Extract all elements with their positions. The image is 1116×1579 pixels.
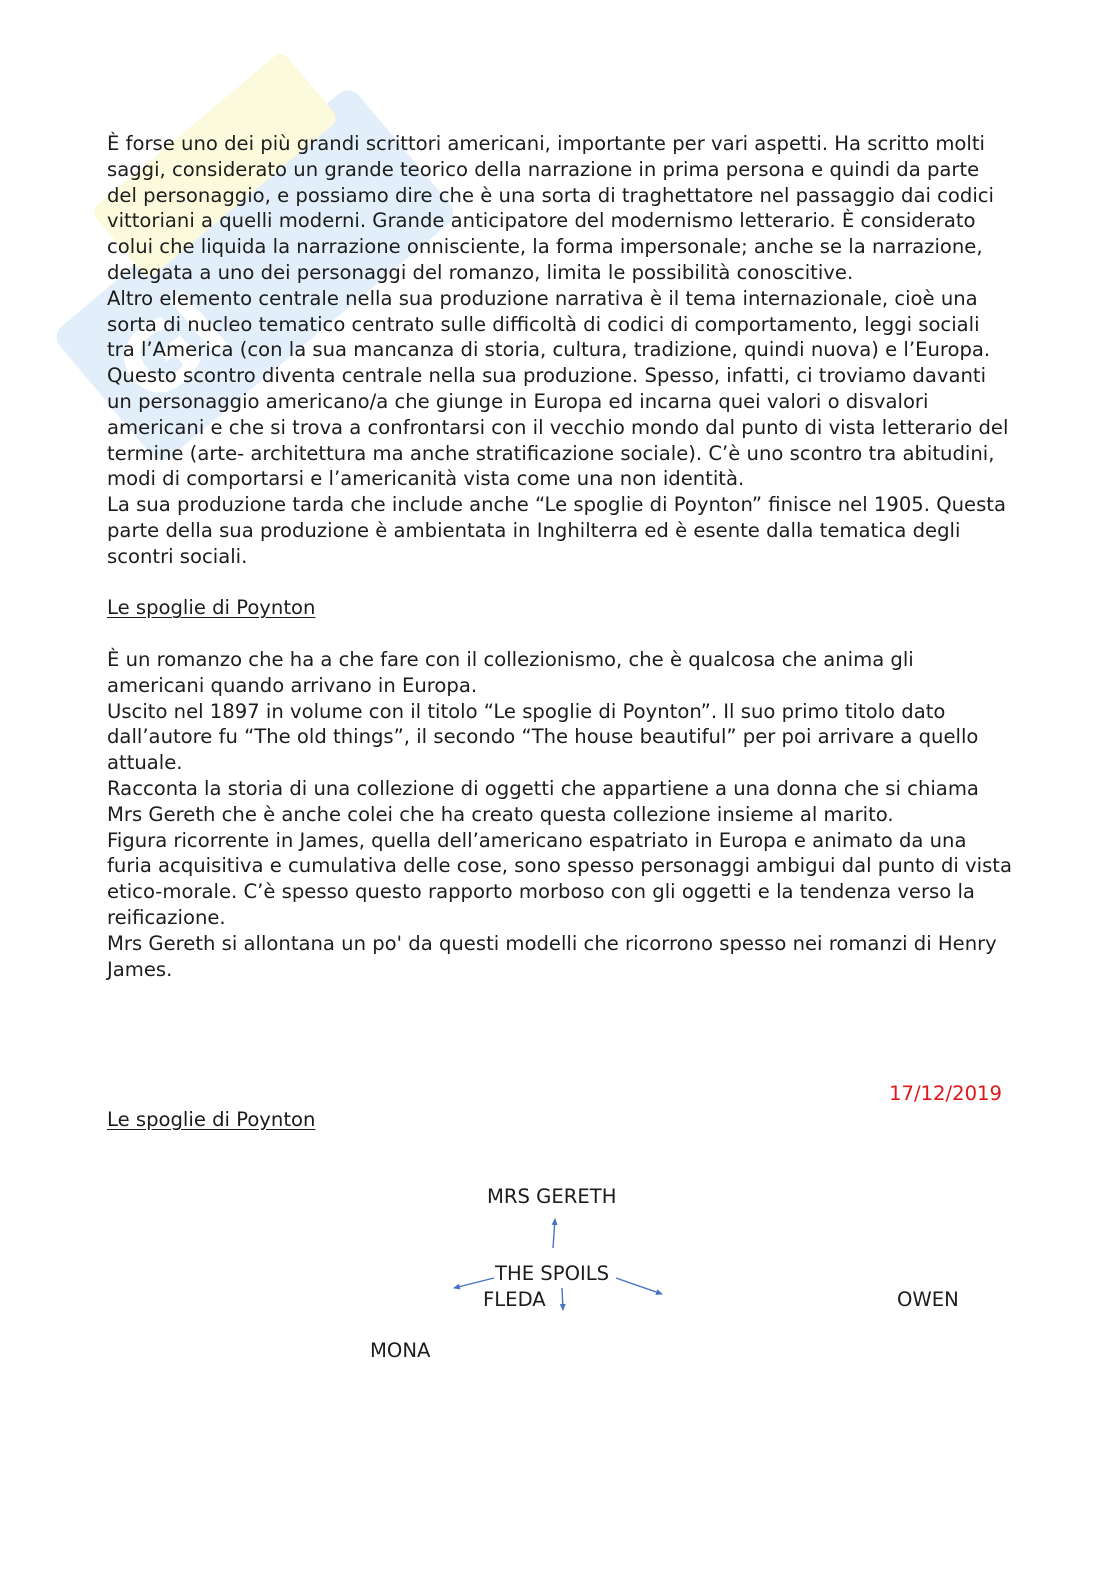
paragraph-2: Altro elemento centrale nella sua produzione narrativa è il tema internazionale, cioè una sorta di nucleo tematico centrato sulle difficoltà di codici di comportamento, leggi sociali tra l’America (con la sua mancanza di storia, cultura, tradizione, quindi nuova) e l’Europa. Questo scontro diventa centrale nella sua produzione. Spesso, infatti, ci troviamo davanti un personaggio americano/a che giunge in Europa ed incarna quei valori o disvalori americani e che si trova a confrontarsi con il vecchio mondo dal punto di vista letterario del termine (arte- architettura ma anche stratificazione sociale). C’è uno scontro tra abitudini, modi di comportarsi e l’americanità vista come una non identità.	[107, 286, 1009, 491]
arrow-to-mona	[454, 1278, 494, 1288]
diagram-label-owen: OWEN	[897, 1288, 959, 1311]
paragraph-4: È un romanzo che ha a che fare con il collezionismo, che è qualcosa che anima gli americani quando arrivano in Europa.	[107, 647, 914, 697]
document-body	[107, 131, 1012, 982]
diagram-label-mona: MONA	[370, 1339, 431, 1362]
diagram-label-the-spoils: THE SPOILS	[495, 1262, 610, 1285]
paragraph-3: La sua produzione tarda che include anche “Le spoglie di Poynton” finisce nel 1905. Questa parte della sua produzione è ambientata in Inghilterra ed è esente dalla tematica degli scontri sociali.	[107, 493, 1006, 568]
arrow-to-owen	[616, 1278, 662, 1294]
date-label: 17/12/2019	[889, 1082, 1002, 1105]
arrow-to-fleda	[562, 1288, 563, 1310]
diagram-label-fleda: FLEDA	[483, 1288, 546, 1311]
section-heading-2: Le spoglie di Poynton	[107, 1108, 316, 1131]
svg-text:Gl: Gl	[96, 273, 248, 425]
paragraph-1: È forse uno dei più grandi scrittori americani, importante per vari aspetti. Ha scritto molti saggi, considerato un grande teorico della narrazione in prima persona e quindi da parte del personaggio, e possiamo dire che è una sorta di traghettatore nel passaggio dai codici vittoriani a quelli moderni. Grande anticipatore del modernismo letterario. È considerato colui che liquida la narrazione onnisciente, la forma impersonale; anche se la narrazione, delegata a uno dei personaggi del romanzo, limita le possibilità conoscitive.	[107, 132, 994, 284]
paragraph-5: Uscito nel 1897 in volume con il titolo “Le spoglie di Poynton”. Il suo primo titolo dato dall’autore fu “The old things”, il secondo “The house beautiful” per poi arrivare a quello attuale.	[107, 699, 979, 775]
paragraph-7: Figura ricorrente in James, quella dell’americano espatriato in Europa e animato da una furia acquisitiva e cumulativa delle cose, sono spesso personaggi ambigui dal punto di vista etico-morale. C’è spesso questo rapporto morboso con gli oggetti e la tendenza verso la reificazione.	[107, 828, 1012, 929]
diagram-label-mrs-gereth: MRS GERETH	[487, 1185, 617, 1208]
section-heading-1: Le spoglie di Poynton	[107, 596, 316, 620]
paragraph-8: Mrs Gereth si allontana un po' da questi modelli che ricorrono spesso nei romanzi di Henry James.	[107, 931, 997, 981]
arrow-to-mrs-gereth	[553, 1219, 555, 1248]
paragraph-6: Racconta la storia di una collezione di oggetti che appartiene a una donna che si chiama Mrs Gereth che è anche colei che ha creato questa collezione insieme al marito.	[107, 776, 979, 826]
